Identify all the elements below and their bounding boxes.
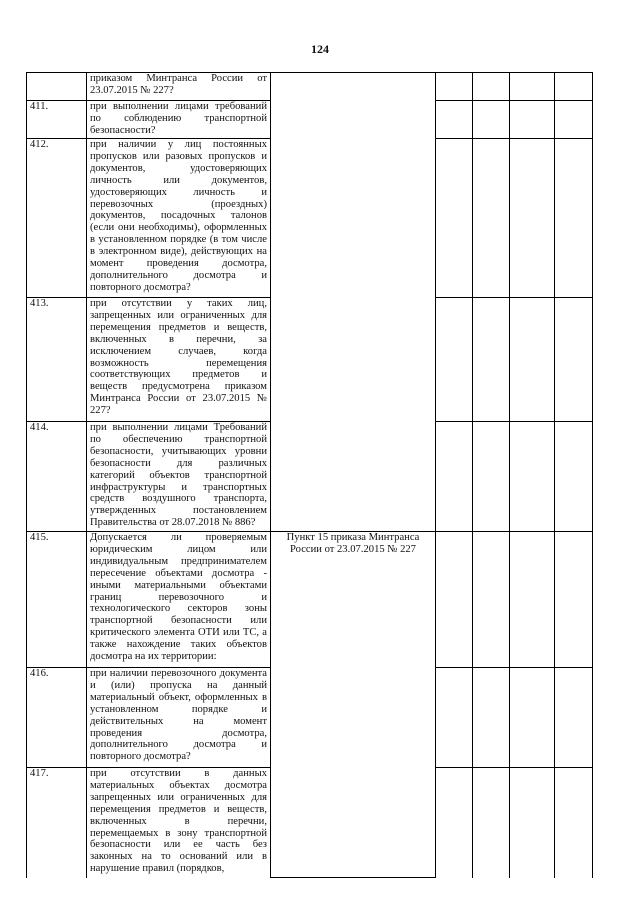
table-row — [27, 532, 593, 668]
question-text: при наличии у лиц постоянных пропусков или разовых пропусков и документов, удостоверяющих личность или документов, удостоверяющих личность и перевозочных (проездных) документов, посадочных талонов (если они необходимы), оформленных в установленном порядке (в том числе в электронном виде), действующих на момент проведения досмотра, дополнительного досмотра и повторного досмотра? — [87, 139, 271, 298]
item-number: 412. — [27, 139, 87, 298]
answer-cell — [555, 532, 593, 668]
answer-cell — [473, 73, 510, 101]
answer-cell — [436, 422, 473, 532]
item-number: 415. — [27, 532, 87, 668]
answer-cell — [510, 101, 555, 139]
question-text: при отсутствии у таких лиц, запрещенных или ограниченных для перемещения предметов и веществ, включенных в перечни, за исключением случаев, когда возможность перемещения соответствующих предметов и веществ предусмотрена приказом Минтранса России от 23.07.2015 № 227? — [87, 298, 271, 422]
answer-cell — [436, 73, 473, 101]
item-number: 416. — [27, 668, 87, 768]
basis-cell — [271, 73, 436, 532]
legal-basis: Пункт 15 приказа Минтранса России от 23.07.2015 № 227 — [271, 532, 436, 878]
answer-cell — [555, 101, 593, 139]
answer-cell — [555, 668, 593, 768]
answer-cell — [436, 532, 473, 668]
question-text: при отсутствии в данных материальных объектах досмотра запрещенных или ограниченных для перемещения предметов и веществ, включенных в перечни, перемещаемых в зону транспортной безопасности или ее часть без законных на то оснований или в нарушение правил (порядков, — [87, 768, 271, 878]
answer-cell — [473, 532, 510, 668]
question-text: Допускается ли проверяемым юридическим лицом или индивидуальным предпринимателем пересечение объектами досмотра - иными материальными объектами границ перевозочного и технологического секторов зоны транспортной безопасности или критического элемента ОТИ или ТС, а также нахождение таких объектов досмотра на их территории: — [87, 532, 271, 668]
answer-cell — [555, 73, 593, 101]
answer-cell — [473, 422, 510, 532]
answer-cell — [510, 422, 555, 532]
answer-cell — [510, 768, 555, 878]
question-text: при выполнении лицами Требований по обеспечению транспортной безопасности, учитывающих уровни безопасности для различных категорий объектов транспортной инфраструктуры и транспортных средств воздушного транспорта, утвержденных постановлением Правительства от 28.07.2018 № 886? — [87, 422, 271, 532]
item-number: 414. — [27, 422, 87, 532]
answer-cell — [436, 298, 473, 422]
answer-cell — [473, 668, 510, 768]
answer-cell — [555, 422, 593, 532]
answer-cell — [473, 298, 510, 422]
item-number: 417. — [27, 768, 87, 878]
item-number: 411. — [27, 101, 87, 139]
table-row — [27, 73, 593, 101]
answer-cell — [555, 768, 593, 878]
answer-cell — [436, 768, 473, 878]
answer-cell — [473, 768, 510, 878]
item-number: 413. — [27, 298, 87, 422]
question-text: при наличии перевозочного документа и (или) пропуска на данный материальный объект, оформленных в установленном порядке и действительных на момент проведения досмотра, дополнительного досмотра и повторного досмотра? — [87, 668, 271, 768]
checklist-table — [26, 72, 593, 878]
answer-cell — [436, 668, 473, 768]
answer-cell — [436, 101, 473, 139]
answer-cell — [510, 532, 555, 668]
answer-cell — [436, 139, 473, 298]
question-text: приказом Минтранса России от 23.07.2015 № 227? — [87, 73, 271, 101]
answer-cell — [510, 139, 555, 298]
answer-cell — [473, 139, 510, 298]
answer-cell — [555, 298, 593, 422]
page-number: 124 — [311, 42, 329, 56]
answer-cell — [510, 668, 555, 768]
answer-cell — [473, 101, 510, 139]
question-text: при выполнении лицами требований по соблюдению транспортной безопасности? — [87, 101, 271, 139]
answer-cell — [555, 139, 593, 298]
item-number — [27, 73, 87, 101]
answer-cell — [510, 73, 555, 101]
answer-cell — [510, 298, 555, 422]
